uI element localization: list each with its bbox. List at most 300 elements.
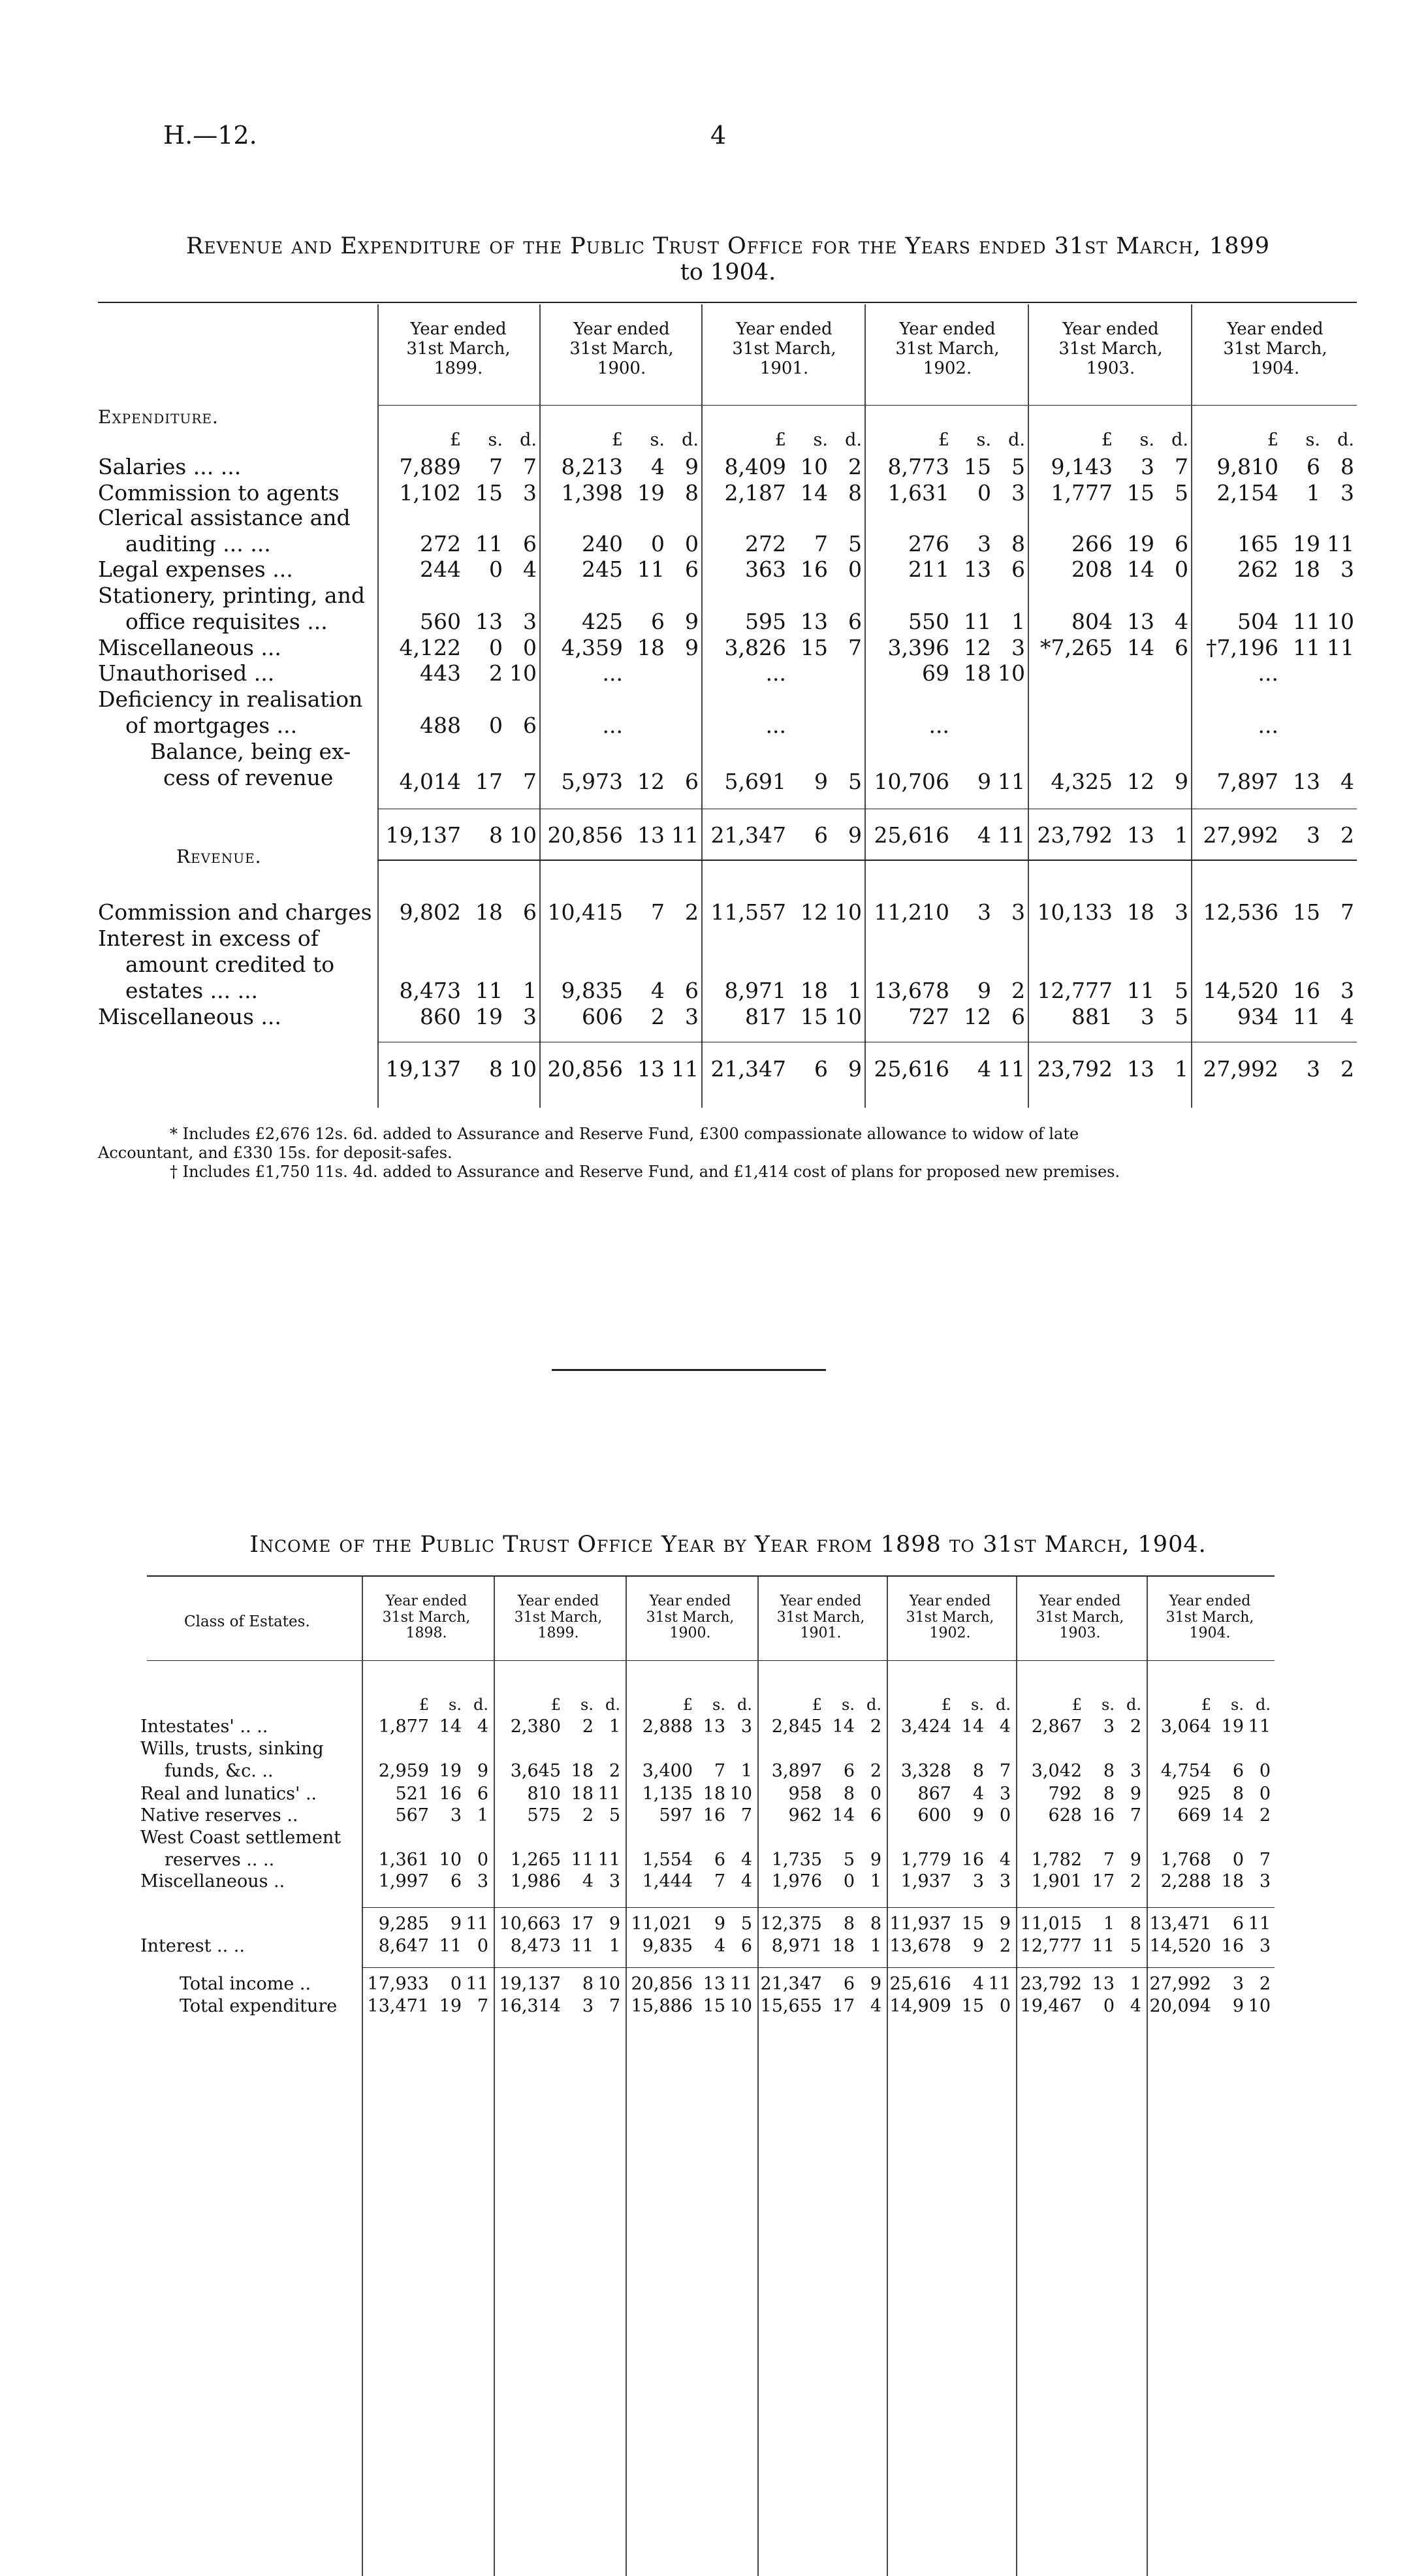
income-cell-pounds: 567 <box>395 1805 429 1826</box>
revenue-cell-pence: 1 <box>523 978 537 1003</box>
column-header-line: 1899. <box>537 1625 579 1642</box>
revenue-row-label: amount credited to <box>125 952 335 977</box>
expenditure-cell-pounds: *7,265 <box>1040 635 1113 660</box>
expenditure-cell-pounds: 1,631 <box>887 480 949 506</box>
interest-label: Interest .. .. <box>140 1936 245 1956</box>
expenditure-cell-pence: 9 <box>1175 769 1188 794</box>
revenue-cell-pounds: 10,133 <box>1037 899 1113 925</box>
table2-column-rule <box>757 1577 759 2576</box>
expenditure-cell-pounds: 595 <box>745 609 786 634</box>
expenditure-cell-pence: 3 <box>523 609 537 634</box>
income-cell-pounds: 575 <box>527 1805 561 1826</box>
revenue-cell-pence: 2 <box>685 899 699 925</box>
income-cell-shillings: 8 <box>1232 1784 1244 1804</box>
expenditure-cell-shillings: 7 <box>814 531 828 556</box>
expenditure-total-cell-pounds: 23,792 <box>1037 822 1113 848</box>
table2-head-rule <box>147 1660 1275 1661</box>
income-row-label: funds, &c. .. <box>165 1761 274 1781</box>
revenue-cell-pounds: 11,557 <box>710 899 786 925</box>
expenditure-cell-shillings: 11 <box>637 556 665 582</box>
income-cell-pence: 0 <box>999 1805 1011 1826</box>
column-header-line: 1901. <box>800 1625 842 1642</box>
income-subtotal-cell-shillings: 1 <box>1103 1914 1115 1934</box>
income-subtotal-cell-shillings: 9 <box>714 1914 725 1934</box>
interest-cell-shillings: 18 <box>832 1936 855 1956</box>
revenue-row-label: estates ... ... <box>125 978 259 1003</box>
table2-unit-shillings: s. <box>971 1696 984 1714</box>
expenditure-cell-pence: 7 <box>523 454 537 479</box>
column-header-line: Year ended <box>736 319 832 339</box>
income-cell-pence: 3 <box>1130 1761 1141 1781</box>
income-subtotal-cell-pounds: 11,021 <box>631 1914 693 1934</box>
expenditure-cell-shillings: 10 <box>801 454 828 479</box>
expenditure-cell-pounds: 3,396 <box>887 635 949 660</box>
expenditure-row-label: Balance, being ex- <box>150 739 351 764</box>
revenue-section-label: Revenue. <box>176 846 262 867</box>
table2-unit-pounds: £ <box>419 1696 429 1714</box>
table1-column-header <box>377 320 539 379</box>
total-expenditure-cell-shillings: 15 <box>961 1996 984 2016</box>
table1-title <box>91 233 1365 286</box>
income-cell-pence: 11 <box>597 1784 620 1804</box>
income-cell-pence: 11 <box>597 1850 620 1870</box>
revenue-total-cell-shillings: 8 <box>489 1056 503 1082</box>
income-cell-pence: 1 <box>477 1805 488 1826</box>
expenditure-cell-shillings: 9 <box>814 769 828 794</box>
revenue-row-label: Miscellaneous ... <box>98 1004 281 1029</box>
income-cell-pence: 7 <box>1130 1805 1141 1826</box>
revenue-cell-pounds: 11,210 <box>874 899 949 925</box>
income-cell-pence: 6 <box>477 1784 488 1804</box>
table2-unit-pounds: £ <box>812 1696 822 1714</box>
expenditure-cell-pence: 9 <box>685 635 699 660</box>
column-header-line: Year ended <box>1039 1593 1121 1609</box>
total-income-cell-shillings: 13 <box>1092 1974 1115 1994</box>
income-cell-pounds: 3,064 <box>1160 1716 1211 1737</box>
revenue-total-cell-pence: 10 <box>509 1056 537 1082</box>
table2-title: Income of the Public Trust Office Year by Year from 1898 to 31st March, 1904. <box>249 1532 1207 1558</box>
income-cell-shillings: 2 <box>582 1716 594 1737</box>
expenditure-cell-pounds: 272 <box>745 531 786 556</box>
revenue-cell-pence: 10 <box>834 899 862 925</box>
expenditure-cell-shillings: 4 <box>651 454 665 479</box>
income-cell-pounds: 3,897 <box>771 1761 822 1781</box>
expenditure-cell-pounds: ... <box>602 713 623 738</box>
expenditure-cell-shillings: 13 <box>475 609 503 634</box>
expenditure-cell-pounds: ... <box>1258 713 1278 738</box>
expenditure-cell-shillings: 13 <box>1293 769 1320 794</box>
interest-cell-pounds: 8,971 <box>771 1936 822 1956</box>
income-cell-pounds: 3,042 <box>1031 1761 1082 1781</box>
column-header-line: 31st March, <box>1165 1609 1254 1626</box>
column-header-line: Year ended <box>573 319 670 339</box>
expenditure-total-cell-shillings: 4 <box>977 822 991 848</box>
expenditure-row-label: office requisites ... <box>125 609 328 634</box>
revenue-total-cell-shillings: 13 <box>637 1056 665 1082</box>
income-subtotal-cell-pounds: 11,937 <box>889 1914 951 1934</box>
income-cell-pounds: 1,937 <box>900 1871 951 1892</box>
expenditure-cell-pence: 7 <box>1175 454 1188 479</box>
interest-cell-pence: 3 <box>1259 1936 1271 1956</box>
income-subtotal-cell-pence: 8 <box>1130 1914 1141 1934</box>
income-cell-shillings: 14 <box>832 1805 855 1826</box>
revenue-cell-pence: 10 <box>834 1004 862 1029</box>
expenditure-cell-shillings: 12 <box>637 769 665 794</box>
expenditure-row-label: Deficiency in realisation <box>98 686 363 712</box>
total-expenditure-cell-pence: 4 <box>1130 1996 1141 2016</box>
income-cell-pounds: 1,444 <box>642 1871 693 1892</box>
interest-cell-pounds: 14,520 <box>1149 1936 1211 1956</box>
expenditure-total-cell-pence: 10 <box>509 822 537 848</box>
total-expenditure-label: Total expenditure <box>180 1996 338 2016</box>
income-cell-pounds: 867 <box>917 1784 951 1804</box>
expenditure-cell-shillings: 19 <box>1293 531 1320 556</box>
expenditure-cell-pence: 5 <box>1175 480 1188 506</box>
income-cell-pounds: 3,645 <box>510 1761 561 1781</box>
income-cell-pounds: 1,135 <box>642 1784 693 1804</box>
total-income-cell-pence: 11 <box>729 1974 752 1994</box>
expenditure-cell-pounds: 4,359 <box>561 635 623 660</box>
total-expenditure-cell-pence: 0 <box>999 1996 1011 2016</box>
expenditure-row-label: cess of revenue <box>163 765 334 790</box>
table2-unit-pounds: £ <box>1071 1696 1082 1714</box>
income-cell-shillings: 2 <box>582 1805 594 1826</box>
expenditure-cell-shillings: 3 <box>1141 454 1154 479</box>
income-cell-shillings: 7 <box>714 1761 725 1781</box>
table2-subtotal-rule <box>362 1907 1275 1908</box>
expenditure-cell-shillings: 18 <box>637 635 665 660</box>
income-cell-pounds: 925 <box>1177 1784 1211 1804</box>
revenue-total-cell-pounds: 25,616 <box>874 1056 949 1082</box>
revenue-cell-pence: 5 <box>1175 1004 1188 1029</box>
table1-unit-pence: d. <box>520 430 537 450</box>
expenditure-cell-pounds: 363 <box>745 556 786 582</box>
table2-unit-pence: d. <box>605 1696 620 1714</box>
interest-cell-shillings: 9 <box>972 1936 984 1956</box>
revenue-cell-shillings: 2 <box>651 1004 665 1029</box>
income-cell-shillings: 18 <box>703 1784 725 1804</box>
column-header-line: 1903. <box>1086 358 1135 378</box>
revenue-cell-pence: 6 <box>523 899 537 925</box>
income-cell-pounds: 792 <box>1048 1784 1082 1804</box>
income-cell-pence: 2 <box>1130 1716 1141 1737</box>
expenditure-cell-pounds: 5,691 <box>724 769 786 794</box>
revenue-total-cell-pounds: 19,137 <box>385 1056 461 1082</box>
expenditure-cell-pounds: 240 <box>582 531 623 556</box>
page-number: 4 <box>710 121 727 150</box>
revenue-cell-pounds: 8,473 <box>399 978 461 1003</box>
income-cell-pence: 3 <box>740 1716 752 1737</box>
expenditure-cell-shillings: 2 <box>489 660 503 686</box>
expenditure-cell-pence: 3 <box>523 480 537 506</box>
income-cell-pounds: 1,901 <box>1031 1871 1082 1892</box>
expenditure-total-cell-pounds: 19,137 <box>385 822 461 848</box>
income-subtotal-cell-pence: 8 <box>870 1914 881 1934</box>
table2-unit-pence: d. <box>1256 1696 1271 1714</box>
income-subtotal-cell-pence: 11 <box>466 1914 488 1934</box>
expenditure-cell-pounds: 550 <box>908 609 949 634</box>
income-subtotal-cell-pounds: 13,471 <box>1149 1914 1211 1934</box>
expenditure-cell-pounds: ... <box>765 713 786 738</box>
revenue-cell-pence: 1 <box>848 978 862 1003</box>
income-cell-shillings: 8 <box>843 1784 855 1804</box>
expenditure-cell-pounds: 7,897 <box>1216 769 1278 794</box>
revenue-cell-pounds: 12,536 <box>1203 899 1278 925</box>
expenditure-cell-pence: 0 <box>1175 556 1188 582</box>
income-cell-shillings: 0 <box>843 1871 855 1892</box>
table1-column-header <box>542 320 701 379</box>
total-expenditure-cell-pounds: 13,471 <box>367 1996 429 2016</box>
income-cell-pence: 2 <box>609 1761 620 1781</box>
expenditure-total-cell-pence: 11 <box>998 822 1025 848</box>
table2-unit-shillings: s. <box>1102 1696 1115 1714</box>
expenditure-cell-pounds: 9,143 <box>1051 454 1113 479</box>
table2-column-rule <box>362 1577 363 2576</box>
expenditure-cell-pounds: 504 <box>1237 609 1278 634</box>
expenditure-cell-pounds: 425 <box>582 609 623 634</box>
table1-column-header <box>867 320 1028 379</box>
income-cell-shillings: 3 <box>972 1871 984 1892</box>
income-cell-pounds: 1,265 <box>510 1850 561 1870</box>
revenue-cell-shillings: 18 <box>475 899 503 925</box>
table1-column-rule <box>539 304 541 1108</box>
expenditure-cell-shillings: 0 <box>489 713 503 738</box>
expenditure-cell-pence: 3 <box>1340 556 1354 582</box>
expenditure-total-cell-shillings: 6 <box>814 822 828 848</box>
expenditure-cell-shillings: 6 <box>651 609 665 634</box>
total-income-cell-pounds: 27,992 <box>1149 1974 1211 1994</box>
column-header-line: 31st March, <box>382 1609 471 1626</box>
revenue-total-cell-pounds: 20,856 <box>547 1056 623 1082</box>
revenue-cell-shillings: 3 <box>1141 1004 1154 1029</box>
total-income-cell-pence: 11 <box>988 1974 1011 1994</box>
section-divider <box>552 1369 826 1371</box>
income-cell-shillings: 19 <box>1221 1716 1244 1737</box>
income-cell-shillings: 4 <box>972 1784 984 1804</box>
expenditure-cell-pounds: ... <box>765 660 786 686</box>
income-cell-pounds: 628 <box>1048 1805 1082 1826</box>
expenditure-cell-shillings: 12 <box>964 635 991 660</box>
expenditure-cell-pence: 11 <box>1327 531 1354 556</box>
table1-unit-shillings: s. <box>1305 430 1320 450</box>
column-header-line: 1904. <box>1250 358 1300 378</box>
revenue-cell-shillings: 19 <box>475 1004 503 1029</box>
table2-column-header <box>494 1594 623 1642</box>
income-cell-shillings: 6 <box>714 1850 725 1870</box>
interest-cell-pence: 5 <box>1130 1936 1141 1956</box>
expenditure-cell-pence: 5 <box>848 769 862 794</box>
expenditure-cell-pence: 6 <box>523 713 537 738</box>
income-cell-pence: 2 <box>870 1716 881 1737</box>
expenditure-row-label: Commission to agents <box>98 480 340 506</box>
income-cell-pounds: 1,997 <box>378 1871 429 1892</box>
expenditure-cell-shillings: 14 <box>801 480 828 506</box>
expenditure-total-cell-pounds: 25,616 <box>874 822 949 848</box>
income-cell-shillings: 8 <box>1103 1784 1115 1804</box>
table2-unit-pence: d. <box>737 1696 752 1714</box>
table1-column-header <box>1030 320 1191 379</box>
table1-column-header <box>704 320 864 379</box>
income-cell-pence: 7 <box>1259 1850 1271 1870</box>
expenditure-cell-pounds: 9,810 <box>1216 454 1278 479</box>
expenditure-cell-pounds: 1,777 <box>1051 480 1113 506</box>
income-row-label: reserves .. .. <box>165 1850 275 1870</box>
income-cell-pence: 7 <box>740 1805 752 1826</box>
expenditure-cell-shillings: 19 <box>1127 531 1154 556</box>
expenditure-cell-shillings: 19 <box>637 480 665 506</box>
total-income-cell-pounds: 20,856 <box>631 1974 693 1994</box>
interest-cell-pounds: 12,777 <box>1020 1936 1082 1956</box>
income-cell-shillings: 18 <box>1221 1871 1244 1892</box>
income-cell-pence: 4 <box>740 1871 752 1892</box>
income-cell-pence: 3 <box>999 1784 1011 1804</box>
income-cell-pounds: 1,986 <box>510 1871 561 1892</box>
income-cell-pence: 9 <box>1130 1850 1141 1870</box>
income-cell-pounds: 600 <box>917 1805 951 1826</box>
column-header-line: 31st March, <box>895 338 1000 359</box>
table2-unit-pence: d. <box>473 1696 488 1714</box>
interest-cell-shillings: 11 <box>571 1936 594 1956</box>
income-cell-pence: 4 <box>999 1850 1011 1870</box>
expenditure-cell-pence: 5 <box>1011 454 1025 479</box>
income-subtotal-cell-pounds: 11,015 <box>1020 1914 1082 1934</box>
total-expenditure-cell-shillings: 3 <box>582 1996 594 2016</box>
total-expenditure-cell-shillings: 15 <box>703 1996 725 2016</box>
total-income-cell-shillings: 0 <box>450 1974 462 1994</box>
income-cell-pounds: 1,782 <box>1031 1850 1082 1870</box>
table1-unit-shillings: s. <box>1139 430 1154 450</box>
total-income-label: Total income .. <box>180 1974 311 1994</box>
column-header-line: Year ended <box>1062 319 1159 339</box>
expenditure-cell-shillings: 13 <box>964 556 991 582</box>
income-cell-pounds: 2,867 <box>1031 1716 1082 1737</box>
interest-cell-pounds: 8,647 <box>378 1936 429 1956</box>
expenditure-cell-pounds: 7,889 <box>399 454 461 479</box>
expenditure-row-label: of mortgages ... <box>125 713 298 738</box>
total-income-cell-pounds: 21,347 <box>760 1974 822 1994</box>
table2-unit-shillings: s. <box>712 1696 725 1714</box>
expenditure-cell-shillings: 18 <box>1293 556 1320 582</box>
table2-total-rule <box>362 1967 1275 1968</box>
income-cell-shillings: 6 <box>450 1871 462 1892</box>
income-cell-pounds: 2,380 <box>510 1716 561 1737</box>
expenditure-cell-pounds: 4,122 <box>399 635 461 660</box>
expenditure-cell-pence: 8 <box>1340 454 1354 479</box>
income-subtotal-cell-shillings: 6 <box>1232 1914 1244 1934</box>
table2-column-rule <box>1147 1577 1148 2576</box>
expenditure-row-label: Stationery, printing, and <box>98 583 365 608</box>
total-expenditure-cell-pence: 10 <box>1248 1996 1271 2016</box>
revenue-total-cell-pounds: 21,347 <box>710 1056 786 1082</box>
expenditure-cell-shillings: 6 <box>1307 454 1320 479</box>
table2-unit-pence: d. <box>866 1696 881 1714</box>
expenditure-cell-pence: 8 <box>848 480 862 506</box>
expenditure-cell-pence: 6 <box>685 769 699 794</box>
income-cell-pounds: 1,735 <box>771 1850 822 1870</box>
revenue-total-cell-pence: 1 <box>1175 1056 1188 1082</box>
income-cell-shillings: 16 <box>703 1805 725 1826</box>
revenue-cell-pounds: 9,802 <box>399 899 461 925</box>
expenditure-cell-pounds: 1,398 <box>561 480 623 506</box>
income-cell-pence: 3 <box>1259 1871 1271 1892</box>
revenue-cell-pounds: 12,777 <box>1037 978 1113 1003</box>
interest-cell-pence: 1 <box>870 1936 881 1956</box>
income-cell-pounds: 1,779 <box>900 1850 951 1870</box>
income-subtotal-cell-pounds: 9,285 <box>378 1914 429 1934</box>
income-cell-shillings: 14 <box>1221 1805 1244 1826</box>
income-subtotal-cell-shillings: 15 <box>961 1914 984 1934</box>
revenue-cell-pounds: 10,415 <box>547 899 623 925</box>
total-expenditure-cell-pence: 10 <box>729 1996 752 2016</box>
total-expenditure-cell-pounds: 15,886 <box>631 1996 693 2016</box>
revenue-cell-shillings: 11 <box>1293 1004 1320 1029</box>
total-income-cell-pence: 9 <box>870 1974 881 1994</box>
income-subtotal-cell-pence: 9 <box>999 1914 1011 1934</box>
income-cell-pence: 4 <box>999 1716 1011 1737</box>
income-row-label: Native reserves .. <box>140 1805 298 1826</box>
expenditure-cell-pounds: 211 <box>908 556 949 582</box>
income-cell-shillings: 14 <box>961 1716 984 1737</box>
income-cell-pence: 6 <box>870 1805 881 1826</box>
expenditure-total-cell-shillings: 13 <box>637 822 665 848</box>
income-cell-pounds: 810 <box>527 1784 561 1804</box>
table1-column-rule <box>1028 304 1029 1108</box>
column-header-line: 31st March, <box>646 1609 735 1626</box>
expenditure-cell-pence: 3 <box>1340 480 1354 506</box>
expenditure-cell-pence: 4 <box>523 556 537 582</box>
income-cell-shillings: 18 <box>571 1784 594 1804</box>
expenditure-section-label: Expenditure. <box>98 406 219 428</box>
table2-column-rule <box>626 1577 627 2576</box>
income-cell-shillings: 0 <box>1232 1850 1244 1870</box>
revenue-total-cell-shillings: 4 <box>977 1056 991 1082</box>
total-expenditure-cell-pounds: 16,314 <box>499 1996 561 2016</box>
income-cell-pence: 5 <box>609 1805 620 1826</box>
revenue-cell-shillings: 4 <box>651 978 665 1003</box>
expenditure-cell-pounds: 272 <box>420 531 461 556</box>
revenue-cell-pounds: 13,678 <box>874 978 949 1003</box>
column-header-line: 31st March, <box>906 1609 994 1626</box>
expenditure-row-label: Salaries ... ... <box>98 454 242 479</box>
expenditure-cell-pence: 7 <box>848 635 862 660</box>
interest-cell-pence: 1 <box>609 1936 620 1956</box>
column-header-line: 31st March, <box>569 338 674 359</box>
column-header-line: Year ended <box>649 1593 731 1609</box>
income-cell-shillings: 16 <box>1092 1805 1115 1826</box>
income-cell-pence: 9 <box>870 1850 881 1870</box>
expenditure-cell-pounds: ... <box>928 713 949 738</box>
table1-footnotes <box>98 1125 1352 1181</box>
expenditure-cell-shillings: 0 <box>489 556 503 582</box>
revenue-cell-pounds: 9,835 <box>561 978 623 1003</box>
income-cell-pence: 4 <box>740 1850 752 1870</box>
table2-unit-pounds: £ <box>550 1696 561 1714</box>
column-header-line: 31st March, <box>1223 338 1327 359</box>
revenue-cell-pounds: 8,971 <box>724 978 786 1003</box>
expenditure-cell-pounds: 208 <box>1071 556 1113 582</box>
income-cell-pounds: 521 <box>395 1784 429 1804</box>
income-cell-shillings: 16 <box>439 1784 462 1804</box>
revenue-cell-pounds: 14,520 <box>1203 978 1278 1003</box>
income-cell-pounds: 2,888 <box>642 1716 693 1737</box>
income-cell-shillings: 6 <box>843 1761 855 1781</box>
expenditure-cell-pounds: 4,014 <box>399 769 461 794</box>
table1-head-rule <box>377 405 1357 406</box>
table2-unit-shillings: s. <box>842 1696 855 1714</box>
income-cell-pounds: 2,288 <box>1160 1871 1211 1892</box>
income-subtotal-cell-shillings: 17 <box>571 1914 594 1934</box>
expenditure-cell-pence: 3 <box>1011 635 1025 660</box>
